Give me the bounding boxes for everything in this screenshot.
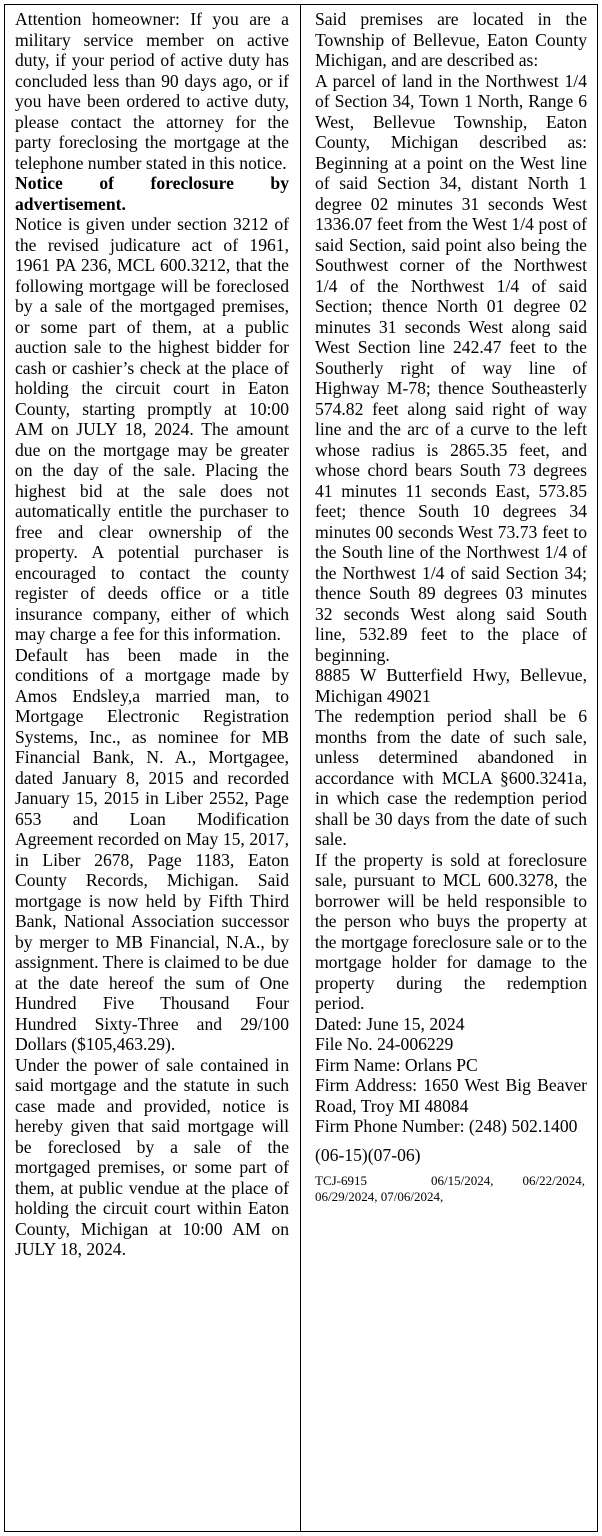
firm-address: Firm Address: 1650 West Big Beaver Road, Troy MI 48084 [315, 1075, 587, 1116]
file-number: File No. 24-006229 [315, 1034, 454, 1054]
legal-description-paragraph: A parcel of land in the Northwest 1/4 of Section 34, Town 1 North, Range 6 West, Bellevue Township, Eaton County, Michigan described as: Beginning at a point on the West line of said Section 34, distant North 1 degree 02 minutes 31 seconds West 1336.07 feet from the West 1/4 post of said Section, said point also being the Southwest corner of the Northwest 1/4 of the Northwest 1/4 of said Section; thence North 01 degree 02 minutes 31 seconds West along said West Section line 242.47 feet to the Southerly right of way line of Highway M-78; thence Southeasterly 574.82 feet along said right of way line and the arc of a curve to the left whose radius is 2865.35 feet, and whose chord bears South 73 degrees 41 minutes 11 seconds East, 573.85 feet; thence South 10 degrees 34 minutes 00 seconds West 73.73 feet to the South line of the Northwest 1/4 of the Northwest 1/4 of said Section 34; thence South 89 degrees 03 minutes 32 seconds West along said South line, 532.89 feet to the place of beginning. [315, 70, 587, 665]
left-column [15, 9, 289, 1260]
tcj-date-2: 06/22/2024, [522, 1173, 585, 1188]
publication-schedule: (06-15)(07-06) [315, 1144, 421, 1165]
default-paragraph: Default has been made in the conditions of a mortgage made by Amos Endsley,a married man, to Mortgage Electronic Registration Systems, Inc., as nominee for MB Financial Bank, N. A., Mortgagee, dated January 8, 2015 and recorded January 15, 2015 in Liber 2552, Page 653 and Loan Modification Agreement recorded on May 15, 2017, in Liber 2678, Page 1183, Eaton County Records, Michigan. Said mortgage is now held by Fifth Third Bank, National Association successor by merger to MB Financial, N.A., by assignment. There is claimed to be due at the date hereof the sum of One Hundred Five Thousand Four Hundred Sixty-Three and 29/100 Dollars ($105,463.29). [15, 644, 289, 1054]
power-of-sale-paragraph: Under the power of sale contained in said mortgage and the statute in such case made and provided, notice is hereby given that said mortgage will be foreclosed by a sale of the mortgaged premises, or some part of them, at public vendue at the place of holding the circuit court within Eaton County, Michigan at 10:00 AM on JULY 18, 2024. [15, 1054, 289, 1259]
right-column [315, 9, 587, 1205]
property-address: 8885 W Butterfield Hwy, Bellevue, Michigan 49021 [315, 665, 587, 706]
premises-location-paragraph: Said premises are located in the Township of Bellevue, Eaton County Michigan, and are described as: [315, 9, 587, 70]
sale-notice-paragraph: Notice is given under section 3212 of the revised judicature act of 1961, 1961 PA 236, MCL 600.3212, that the following mortgage will be foreclosed by a sale of the mortgaged premises, or some part of them, at a public auction sale to the highest bidder for cash or cashier’s check at the place of holding the circuit court in Eaton County, starting promptly at 10:00 AM on JULY 18, 2024. The amount due on the mortgage may be greater on the day of the sale. Placing the highest bid at the sale does not automatically entitle the purchaser to free and clear ownership of the property. A potential purchaser is encouraged to contact the county register of deeds office or a title insurance company, either of which may charge a fee for this information. [15, 214, 289, 644]
tcj-date-3: 06/29/2024, 07/06/2024, [315, 1189, 444, 1204]
firm-name: Firm Name: Orlans PC [315, 1054, 478, 1075]
firm-phone: Firm Phone Number: (248) 502.1400 [315, 1116, 578, 1136]
redemption-period-paragraph: The redemption period shall be 6 months from the date of such sale, unless determined abandoned in accordance with MCLA §600.3241a, in which case the redemption period shall be 30 days from the date of such sale. [315, 706, 587, 849]
borrower-responsibility-paragraph: If the property is sold at foreclosure sale, pursuant to MCL 600.3278, the borrower will be held responsible to the person who buys the property at the mortgage foreclosure sale or to the mortgage holder for damage to the property during the redemption period. [315, 849, 587, 1013]
dated-line: Dated: June 15, 2024 [315, 1013, 465, 1034]
military-notice-paragraph: Attention homeowner: If you are a military service member on active duty, if your period of active duty has concluded less than 90 days ago, or if you have been ordered to active duty, please contact the attorney for the party foreclosing the mortgage at the telephone number stated in this notice. [15, 9, 289, 173]
tcj-date-1: 06/15/2024, [431, 1173, 494, 1188]
tcj-id: TCJ-6915 [315, 1173, 367, 1188]
notice-heading: Notice of foreclosure by advertisement. [15, 173, 289, 214]
publication-dates [315, 1173, 587, 1205]
column-divider [300, 4, 301, 1532]
